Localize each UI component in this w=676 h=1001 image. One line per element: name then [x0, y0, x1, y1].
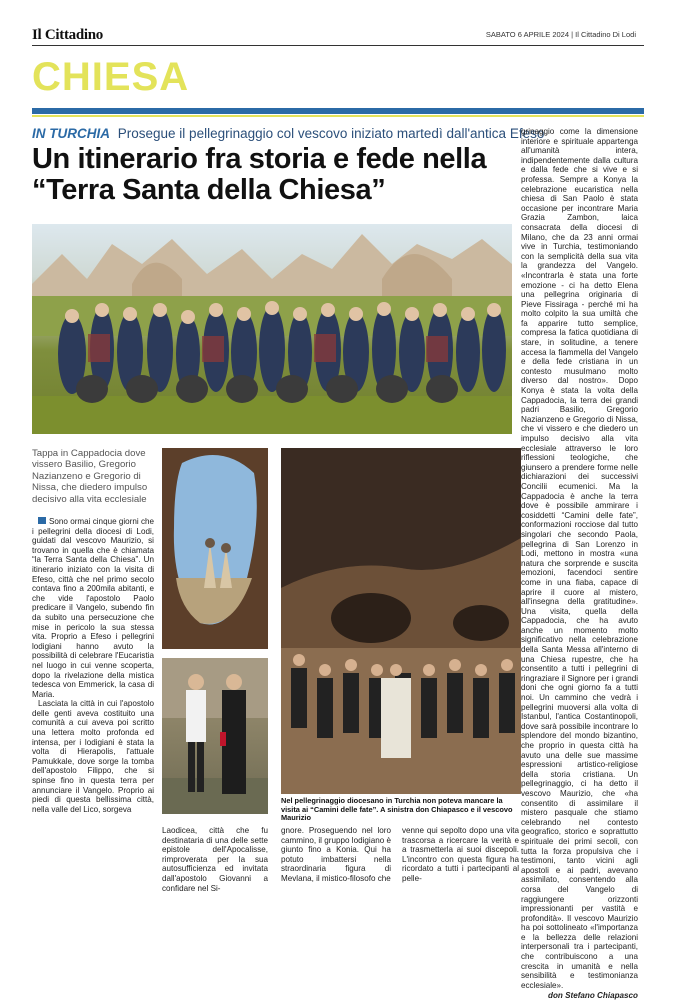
kicker	[32, 126, 544, 142]
section-rule-accent	[32, 115, 644, 117]
byline: don Stefano Chiapasco	[548, 991, 638, 1001]
top-rule	[32, 45, 644, 46]
article-right-column	[521, 127, 638, 1001]
photo-caption-cappadocia: Tappa in Cappadocia dove vissero Basilio, Gregorio Nazianzeno e Gregorio di Nissa, che diedero impulso decisivo alla vita ecclesiale	[32, 448, 148, 505]
cave-church-photo	[281, 448, 521, 794]
left-paragraph-1-text: Sono ormai cinque giorni che i pellegrini della diocesi di Lodi, guidati dal vescovo Maurizio, si trovano in quella che è chiamata “la Terra Santa della Chiesa”. Un itinerario iniziato con la visita di Efeso, città che nel primo secolo contava fino a 200mila abitanti, e che vide l'apostolo Paolo predicare il Vangelo, subendo fin da subito una persecuzione che mise in pericolo la sua stessa vita. Proprio a Efeso i pellegrini lodigiani hanno avuto la possibilità di celebrare l'Eucaristia nel luogo in cui venne scoperta, dopo la rivelazione della mistica tedesca von Emmerick, la casa di Maria.	[32, 517, 154, 699]
page-meta: SABATO 6 APRILE 2024 | Il Cittadino Di Lodi	[485, 30, 636, 39]
bishop-photo	[162, 658, 268, 814]
cave-church-illustration	[281, 448, 521, 794]
left-paragraph-2: Lasciata la città in cui l'apostolo delle genti aveva costituito una comunità a cui aveva poi scritto una lettera molto profonda ed intensa, per i lodigiani è stata la volta di Hierapolis, l'attuale Pamukkale, dove sorge la tomba dell'apostolo Filippo, che si spinse fino in questa terra per annunciare il Vangelo. Proprio ai piedi di questa bellissima città, nella valle del Lico, sorgeva	[32, 699, 154, 814]
article-bottom-column-3: venne qui sepolto dopo una vita trascorsa a ricercare la verità e a trasmetterla ai suoi discepoli. L'incontro con questa figura ha ricordato a tutti i partecipanti al pelle-	[402, 826, 519, 883]
kicker-tag: IN TURCHIA	[32, 126, 110, 141]
headline: Un itinerario fra storia e fede nella “Terra Santa della Chiesa”	[32, 143, 487, 206]
group-photo-cappadocia	[32, 224, 512, 434]
article-bottom-column-2: gnore. Proseguendo nel loro cammino, il gruppo lodigiano è giunto fino a Konia. Qui ha potuto imbattersi nella straordinaria figura di Mevlana, il mistico-filosofo che	[281, 826, 391, 883]
section-title: CHIESA	[32, 55, 190, 99]
bishop-photo-illustration	[162, 658, 268, 814]
group-photo-illustration	[32, 224, 512, 434]
cave-window-illustration	[162, 448, 268, 649]
masthead-logo: Il Cittadino	[32, 27, 103, 43]
right-paragraph: grinaggio come la dimensione interiore e spirituale appartenga all'umanità intera, indipendentemente dalla cultura e dalla fede che si vive e si professa. Sempre a Konya la celebrazione eucaristica nella chiesa di San Paolo è stata occasione per incontrare Maria Grazia Zambon, laica consacrata della diocesi di Milano, che da 23 anni ormai vive in Turchia, testimoniando con la semplicità della sua vita la grandezza del Vangelo. «Incontrarla è stata una forte emozione - ci ha detto Elena una pellegrina originaria di Pieve Fissiraga - perché mi ha molto colpito la sua umiltà che fa apparire tutto semplice, compresa la fatica quotidiana di stare, in solitudine, a tenere accesa la fiammella del Vangelo e della fede cristiana in un contesto musulmano molto diverso dal nostro». Dopo Konya è stata la volta della Cappadocia, la terra dei grandi padri Basilio, Gregorio Nazianzeno e Gregorio di Nissa, che vi vissero e che diedero un impulso decisivo alla vita ecclesiale attraverso le loro riflessioni teologiche, che giunsero a prendere forme nelle dichiarazioni dei successivi Concilii ecumenici. Ma la Cappadocia è anche la terra dove è possibile ammirare i cosiddetti “Camini delle fate”, conformazioni rocciose dal tutto singolari che secondo Paola, pellegrina di San Lorenzo in Lodi, mettono in mostra «una natura che sorprende e suscita emozioni, facendoci sentire come in una fiaba, capace di aprire il cuore al mistero, all'insegna della gratitudine». Una visita, quella della Cappadocia, che ha avuto anche un momento molto significativo nella celebrazione della Santa Messa all'interno di una Chiesa rupestre, che ha consentito a tutti i pellegrini di ringraziare il Signore per i grandi doni che ogni giorno fa a tutti noi. Un cammino che vedrà i pellegrini muoversi alla volta di Istanbul, l'antica Costantinopoli, dove sarà possibile incontrare lo splendore del mondo bizantino, che proprio in questa città ha avuto una delle sue massime espressioni artistico-religiose della storia cristiana. Un pellegrinaggio, ci ha detto il vescovo Maurizio, che «ha consentito di assimilare il mistero pasquale che stiamo celebrando nel contesto geografico, storico e soprattutto spirituale dei primi secoli, con tutta la forza propulsiva che i testimoni, tanto vicini agli apostoli e ai padri, avevano assimilato, consentendo alla corsa del Vangelo di raggiungere orizzonti impressionanti per vastità e profondità». Il vescovo Maurizio ha poi sottolineato «l'importanza e la bellezza delle relazioni interpersonali tra i partecipanti, che contribuiscono a una crescita in umanità e nella sensibilità e testimonianza ecclesiale».	[521, 127, 638, 990]
photo-caption-cave: Nel pellegrinaggio diocesano in Turchia non poteva mancare la visita ai “Camini delle fate”. A sinistra don Chiapasco e il vescovo Maurizio	[281, 796, 513, 823]
article-left-column	[32, 517, 154, 814]
cave-window-photo	[162, 448, 268, 649]
article-bottom-column-1: Laodicea, città che fu destinataria di una delle sette epistole dell'Apocalisse, rimproverata per la sua autosufficienza ed invitata dall'apostolo Giovanni a confidare nel Si-	[162, 826, 268, 893]
lead-square-icon	[38, 517, 46, 524]
section-rule	[32, 108, 644, 114]
left-paragraph-1	[32, 517, 154, 699]
top-bar	[32, 27, 644, 45]
kicker-text: Prosegue il pellegrinaggio col vescovo iniziato martedì dall'antica Efeso	[117, 126, 545, 141]
